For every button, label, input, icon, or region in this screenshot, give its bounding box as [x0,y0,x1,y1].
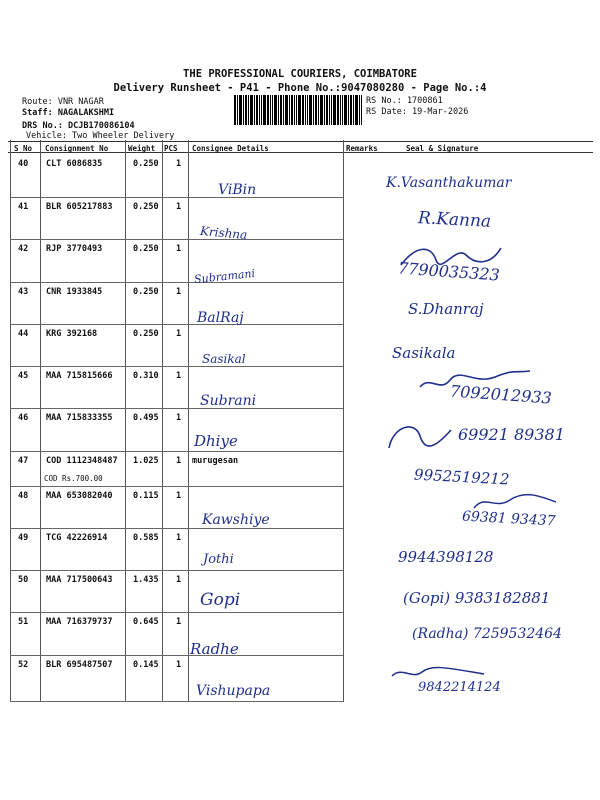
company-title: THE PROFESSIONAL COURIERS, COIMBATORE [183,68,417,80]
row-sno: 50 [18,575,29,585]
signature: 69921 89381 [458,425,565,444]
signature: R.Kanna [417,208,492,232]
row-consignment: MAA 716379737 [46,617,113,627]
row-consignment: CLT 6086835 [46,159,103,169]
col-header-remarks: Remarks [346,144,378,153]
row-pcs: 1 [176,202,182,212]
row-consignment: BLR 605217883 [46,202,113,212]
row-pcs: 1 [176,660,182,670]
row-consignment: CNR 1933845 [46,287,103,297]
row-sno: 43 [18,287,29,297]
row-weight: 0.250 [133,159,159,169]
signature-scribble [396,240,506,270]
row-rule [10,366,343,367]
row-pcs: 1 [176,575,182,585]
row-sno: 44 [18,329,29,339]
row-rule [10,197,343,198]
row-pcs: 1 [176,371,182,381]
col-rule [40,140,41,702]
row-weight: 1.435 [133,575,159,585]
row-sno: 52 [18,660,29,670]
row-consignment: MAA 715833355 [46,413,113,423]
row-pcs: 1 [176,329,182,339]
staff-label: Staff: NAGALAKSHMI [22,108,115,118]
drs-label: DRS No.: DCJB170086104 [22,121,135,131]
row-rule [10,570,343,571]
row-rule [10,324,343,325]
signature: 7790035323 [397,258,501,285]
row-pcs: 1 [176,456,182,466]
signature: (Gopi) 9383182881 [403,589,551,607]
row-pcs: 1 [176,617,182,627]
col-header-consignment: Consignment No [45,144,109,153]
row-sno: 46 [18,413,29,423]
row-sno: 48 [18,491,29,501]
row-pcs: 1 [176,413,182,423]
row-rule [10,451,343,452]
runsheet-subtitle: Delivery Runsheet - P41 - Phone No.:9047080280 - Page No.:4 [113,82,487,94]
row-rule [10,408,343,409]
signature: Sasikala [392,344,456,362]
row-sno: 49 [18,533,29,543]
signature: S.Dhanraj [408,300,484,318]
row-pcs: 1 [176,287,182,297]
rs-number: RS No.: 1700861 [366,96,443,106]
row-sno: 41 [18,202,29,212]
row-weight: 0.585 [133,533,159,543]
signature-scribble [415,365,535,395]
row-consignment: MAA 653082040 [46,491,113,501]
row-rule [10,655,343,656]
signature: K.Vasanthakumar [386,175,512,191]
row-rule [10,528,343,529]
row-sno: 40 [18,159,29,169]
signature-scribble [388,664,488,682]
handwritten-consignee: Jothi [203,552,234,567]
col-header-consignee: Consignee Details [192,144,269,153]
col-rule [162,140,163,702]
handwritten-consignee: Subramani [193,266,256,287]
row-pcs: 1 [176,533,182,543]
row-weight: 0.115 [133,491,159,501]
row-sno: 51 [18,617,29,627]
route-label: Route: VNR NAGAR [22,97,104,107]
row-sno: 47 [18,456,29,466]
row-sno: 42 [18,244,29,254]
handwritten-consignee: Krishna [199,223,248,243]
col-rule [125,140,126,702]
row-rule [10,486,343,487]
signature-scribble [470,490,560,512]
col-header-pcs: PCS [164,144,178,153]
signature: 9944398128 [398,548,494,566]
row-consignment: RJP 3770493 [46,244,103,254]
row-pcs: 1 [176,159,182,169]
vehicle-label: Vehicle: Two Wheeler Delivery [26,131,175,141]
row-consignment: MAA 717500643 [46,575,113,585]
handwritten-consignee: Subrani [200,393,257,409]
signature: 69381 93437 [461,508,556,530]
handwritten-consignee: Gopi [200,590,241,610]
col-rule [10,140,11,702]
handwritten-consignee: Dhiye [194,432,238,450]
row-weight: 0.310 [133,371,159,381]
row-rule [10,239,343,240]
row-consignment: KRG 392168 [46,329,98,339]
col-rule [343,140,344,702]
row-weight: 0.250 [133,287,159,297]
row-weight: 0.250 [133,244,159,254]
row-sno: 45 [18,371,29,381]
row-consignment: BLR 695487507 [46,660,113,670]
row-weight: 1.025 [133,456,159,466]
col-header-seal: Seal & Signature [406,144,479,153]
row-weight: 0.145 [133,660,159,670]
row-weight: 0.495 [133,413,159,423]
barcode [234,95,362,125]
row-consignment: COD 1112348487 [46,456,118,466]
row-pcs: 1 [176,244,182,254]
handwritten-consignee: Kawshiye [202,512,270,528]
signature-scribble [385,418,455,452]
col-header-weight: Weight [128,144,156,153]
row-consignment: MAA 715815666 [46,371,113,381]
row-weight: 0.250 [133,202,159,212]
row-weight: 0.250 [133,329,159,339]
col-rule [188,140,189,702]
row-rule [10,282,343,283]
rs-date: RS Date: 19-Mar-2026 [366,107,469,117]
row-consignment: TCG 42226914 [46,533,108,543]
handwritten-consignee: BalRaj [197,310,244,326]
row-rule [10,701,343,702]
handwritten-consignee: ViBin [218,182,257,198]
signature: 7092012933 [449,381,553,408]
header-top-rule [8,141,593,142]
row-rule [10,612,343,613]
consignee-name: murugesan [192,456,239,466]
signature: 9952519212 [413,465,510,489]
col-header-sno: S No [14,144,33,153]
handwritten-consignee: Radhe [190,640,239,658]
signature: 9842214124 [418,680,501,695]
row-pcs: 1 [176,491,182,501]
row-weight: 0.645 [133,617,159,627]
handwritten-consignee: Sasikal [202,352,246,366]
signature: (Radha) 7259532464 [412,626,562,642]
handwritten-consignee: Vishupapa [196,683,271,699]
cod-amount: COD Rs.700.00 [44,474,103,483]
